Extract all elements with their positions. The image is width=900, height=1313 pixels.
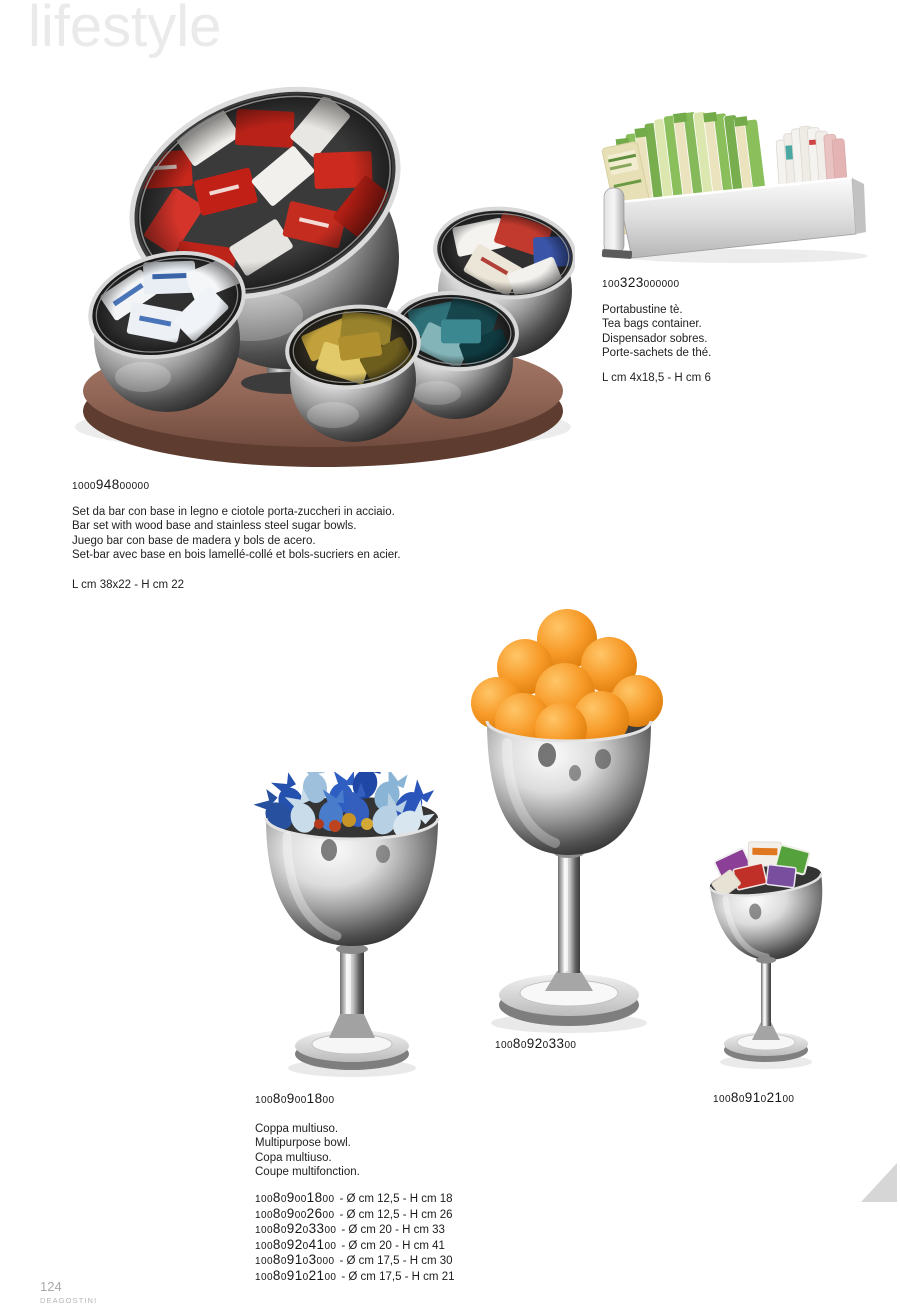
bowl-variant-row: [255, 1221, 455, 1237]
goblet-bowl-tilted: [705, 838, 831, 966]
bowl-desc-fr: Coupe multifonction.: [255, 1166, 360, 1179]
goblet-stem: [554, 848, 584, 973]
bowl-variant-row: [255, 1252, 455, 1268]
tall-goblet-code: 100809203300: [495, 1036, 577, 1051]
bowl-variant-code: 100809103000: [255, 1252, 335, 1268]
tea-container-illustration: [598, 86, 880, 266]
tea-container-dimensions: L cm 4x18,5 - H cm 6: [602, 372, 711, 384]
bowl-variant-spec: - Ø cm 20 - H cm 33: [341, 1224, 445, 1237]
small-goblet-code: 100809102100: [713, 1090, 795, 1105]
tea-desc-it: Portabustine tè.: [602, 304, 683, 316]
bar-set-desc-fr: Set-bar avec base en bois lamellé-collé et bols-sucriers en acier.: [72, 549, 401, 562]
bowl-variant-row: [255, 1190, 455, 1206]
page-corner-marker: [861, 1163, 897, 1202]
orange-goblet-photo: [455, 603, 683, 1055]
packet-goblet-photo: [690, 838, 842, 1073]
bar-set-desc-es: Juego bar con base de madera y bols de acero.: [72, 534, 316, 547]
goblet-stem: [761, 958, 771, 1026]
bowl-desc-es: Copa multiuso.: [255, 1151, 332, 1164]
tea-desc-fr: Porte-sachets de thé.: [602, 347, 712, 360]
goblet-stem: [336, 944, 368, 1014]
bowl-desc-it: Coppa multiuso.: [255, 1123, 339, 1135]
bowl-main-code: 100809001800: [255, 1091, 335, 1106]
bowl-variant-spec: - Ø cm 17,5 - H cm 21: [341, 1270, 455, 1283]
bowl-variant-code: 100809002600: [255, 1205, 335, 1221]
bar-set-code: 100094800000: [72, 477, 150, 492]
bowl-variant-row: [255, 1268, 455, 1284]
orange-goblet-illustration: [455, 603, 683, 1055]
bowl-variant-spec: - Ø cm 12,5 - H cm 18: [339, 1193, 453, 1205]
bar-set-dimensions: L cm 38x22 - H cm 22: [72, 579, 185, 591]
bowl-variant-row: [255, 1237, 455, 1253]
bowl-variant-code: 100809203300: [255, 1221, 337, 1237]
goblet-bowl: [487, 721, 651, 855]
candy-goblet-illustration: [245, 772, 460, 1084]
tea-desc-es: Dispensador sobres.: [602, 332, 708, 345]
bowl-variant-code: 100809102100: [255, 1267, 337, 1283]
candy-goblet-photo: [245, 772, 460, 1084]
tea-container-description: [602, 303, 711, 361]
bar-set-desc-it: Set da bar con base in legno e ciotole porta-zuccheri in acciaio.: [72, 506, 395, 518]
bowl-desc-en: Multipurpose bowl.: [255, 1137, 351, 1150]
publisher-label: DEAGOSTINI: [40, 1296, 98, 1305]
goblet-base: [499, 971, 639, 1026]
bowl-variant-row: [255, 1206, 455, 1222]
bar-set-desc-en: Bar set with wood base and stainless steel sugar bowls.: [72, 520, 357, 533]
page-number: 124: [40, 1279, 62, 1294]
page-title-watermark: lifestyle: [28, 0, 222, 59]
tea-container-code: 100323000000: [602, 275, 680, 290]
bowl-variants-list: [255, 1190, 455, 1284]
packet-goblet-illustration: [690, 838, 842, 1073]
bar-set-illustration: [55, 75, 575, 475]
bowl-variant-code: 100809001800: [255, 1190, 335, 1205]
bar-set-photo: [55, 75, 575, 475]
bowl-variant-code: 100809204100: [255, 1236, 337, 1252]
bowl-variant-spec: - Ø cm 17,5 - H cm 30: [339, 1255, 453, 1268]
bowl-variant-spec: - Ø cm 12,5 - H cm 26: [339, 1208, 453, 1221]
stem-joint: [756, 957, 776, 964]
tea-desc-en: Tea bags container.: [602, 318, 702, 331]
bowl-variant-spec: - Ø cm 20 - H cm 41: [341, 1239, 445, 1252]
bar-set-description: [72, 505, 401, 563]
tea-container-photo: [598, 86, 880, 266]
goblet-base: [724, 1022, 808, 1062]
bowl-description: [255, 1122, 360, 1180]
goblet-base: [295, 1012, 409, 1070]
